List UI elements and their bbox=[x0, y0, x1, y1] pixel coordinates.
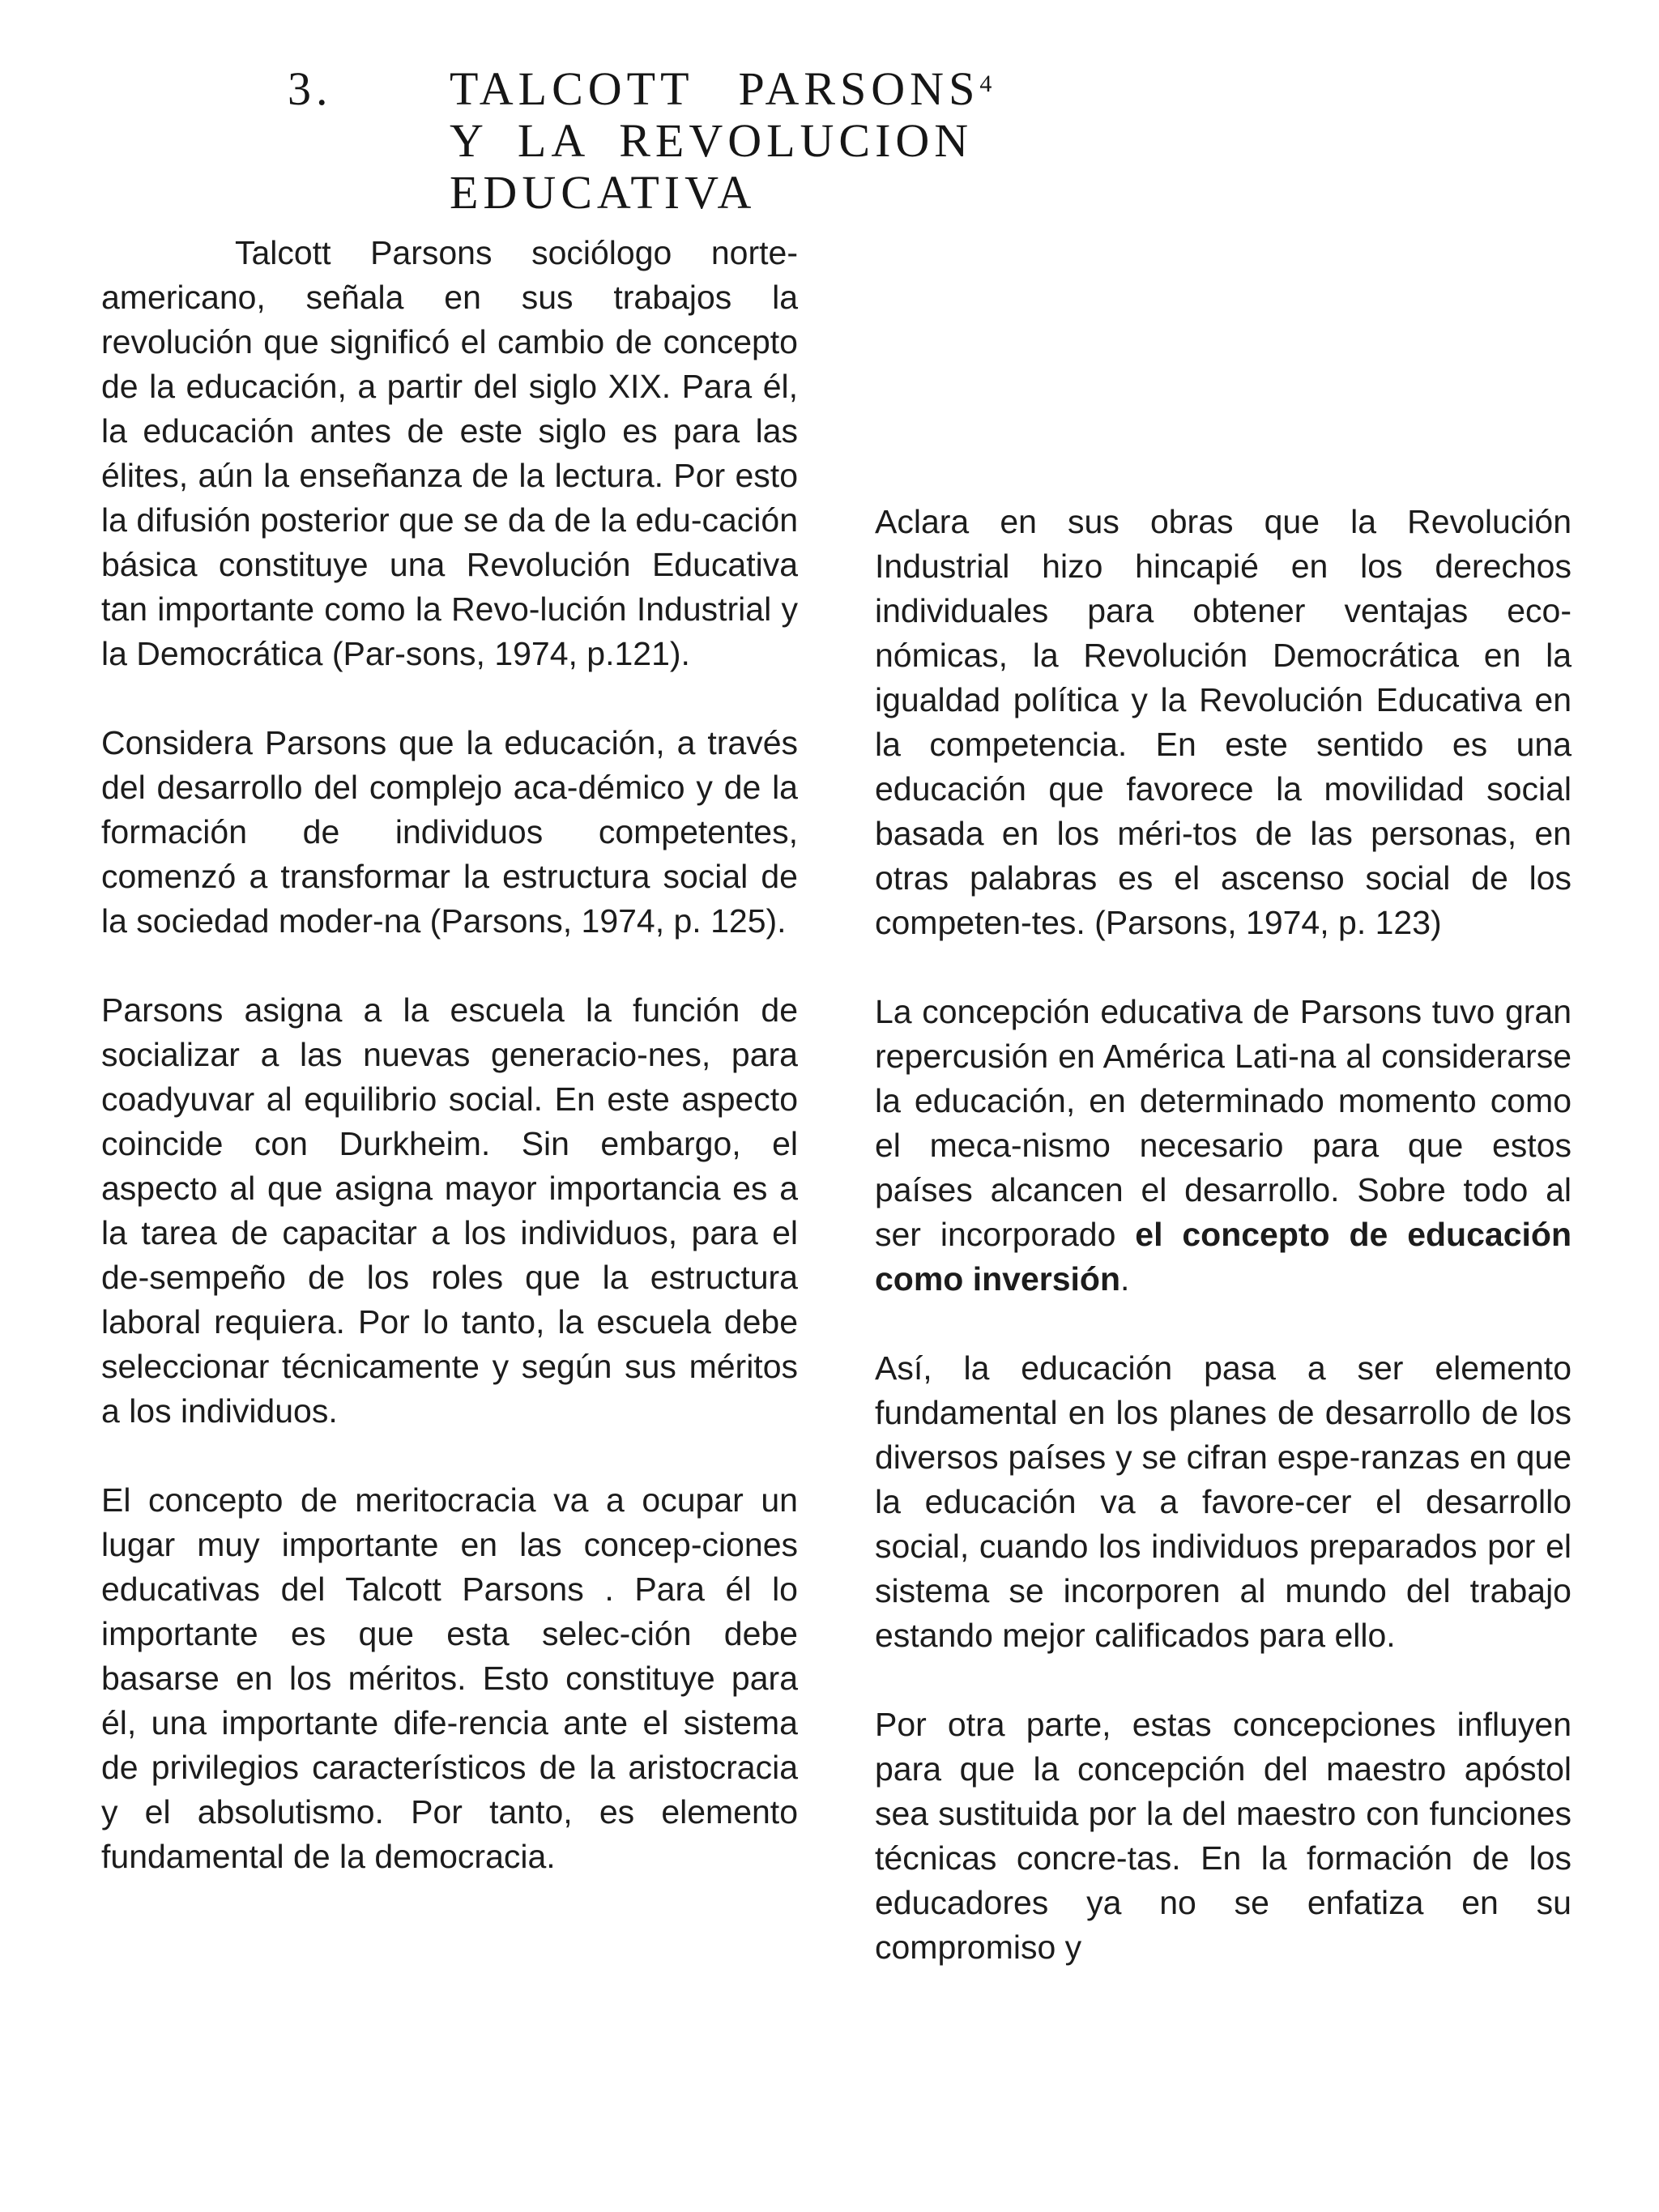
right-column bbox=[875, 500, 1572, 2014]
left-paragraph-3: Parsons asigna a la escuela la función de socializar a las nuevas generacio-nes, para coadyuvar al equilibrio social. En este aspecto coincide con Durkheim. Sin embargo, el aspecto al que asigna mayor importancia es a la tarea de capacitar a los individuos, para el de-sempeño de los roles que la estructura laboral requiera. Por lo tanto, la escuela debe seleccionar técnicamente y según sus méritos a los individuos. bbox=[101, 991, 798, 1430]
title-word-parsons: PARSONS bbox=[738, 62, 980, 115]
right-paragraph-3: Así, la educación pasa a ser elemento fundamental en los planes de desarrollo de los diversos países y se cifran espe-ranzas en que la educación va a favore-cer el desarrollo social, cuando los individuos preparados por el sistema se incorporen al mundo del trabajo estando mejor calificados para ello. bbox=[875, 1349, 1572, 1654]
title-word-y: Y bbox=[450, 114, 488, 167]
right-paragraph-2-text: La concepción educativa de Parsons tuvo gran repercusión en América Lati-na al considerarse la educación, en determinado momento como el meca-nismo necesario para que estos países alcancen el desarrollo. Sobre todo al ser incorporado bbox=[875, 993, 1572, 1253]
section-title-line-3: EDUCATIVA bbox=[450, 166, 757, 219]
section-title-line-1 bbox=[450, 63, 992, 115]
section-number: 3. bbox=[288, 62, 333, 115]
section-title bbox=[450, 63, 992, 219]
right-paragraph-2-end: . bbox=[1120, 1260, 1130, 1298]
section-title-line-2 bbox=[450, 115, 992, 167]
title-word-la: LA bbox=[517, 114, 591, 167]
left-paragraph-2: Considera Parsons que la educación, a través del desarrollo del complejo aca-démico y de la formación de individuos competentes, comenzó a transformar la estructura social de la sociedad moder-na (Parsons, 1974, p. 125). bbox=[101, 724, 798, 940]
footnote-marker: 4 bbox=[979, 70, 992, 97]
right-paragraph-2-bold: el concepto de educación como inversión bbox=[875, 1216, 1572, 1298]
left-paragraph-1: Talcott Parsons sociólogo norte-americano, señala en sus trabajos la revolución que significó el cambio de concepto de la educación, a partir del siglo XIX. Para él, la educación antes de este siglo es para las élites, aún la enseñanza de la lectura. Por esto la difusión posterior que se da de la edu-cación básica constituye una Revolución Educativa tan importante como la Revo-lución Industrial y la Democrática (Par-sons, 1974, p.121). bbox=[101, 234, 798, 672]
title-word-revolucion: REVOLUCION bbox=[619, 114, 974, 167]
left-paragraph-4: El concepto de meritocracia va a ocupar un lugar muy importante en las concep-ciones educativas del Talcott Parsons . Para él lo importante es que esta selec-ción debe basarse en los méritos. Esto constituye para él, una importante dife-rencia ante el sistema de privilegios característicos de la aristocracia y el absolutismo. Por tanto, es elemento fundamental de la democracia. bbox=[101, 1481, 798, 1875]
title-word-talcott: TALCOTT bbox=[450, 62, 694, 115]
right-paragraph-1: Aclara en sus obras que la Revolución Industrial hizo hincapié en los derechos individuales para obtener ventajas eco-nómicas, la Revolución Democrática en la igualdad política y la Revolución Educativa en la competencia. En este sentido es una educación que favorece la movilidad social basada en los méri-tos de las personas, en otras palabras es el ascenso social de los competen-tes. (Parsons, 1974, p. 123) bbox=[875, 503, 1572, 941]
right-paragraph-2 bbox=[875, 990, 1572, 1302]
right-paragraph-4: Por otra parte, estas concepciones influyen para que la concepción del maestro apóstol sea sustituida por la del maestro con funciones técnicas concre-tas. En la formación de los educadores ya no se enfatiza en su compromiso y bbox=[875, 1706, 1572, 1966]
left-column bbox=[101, 231, 798, 1924]
